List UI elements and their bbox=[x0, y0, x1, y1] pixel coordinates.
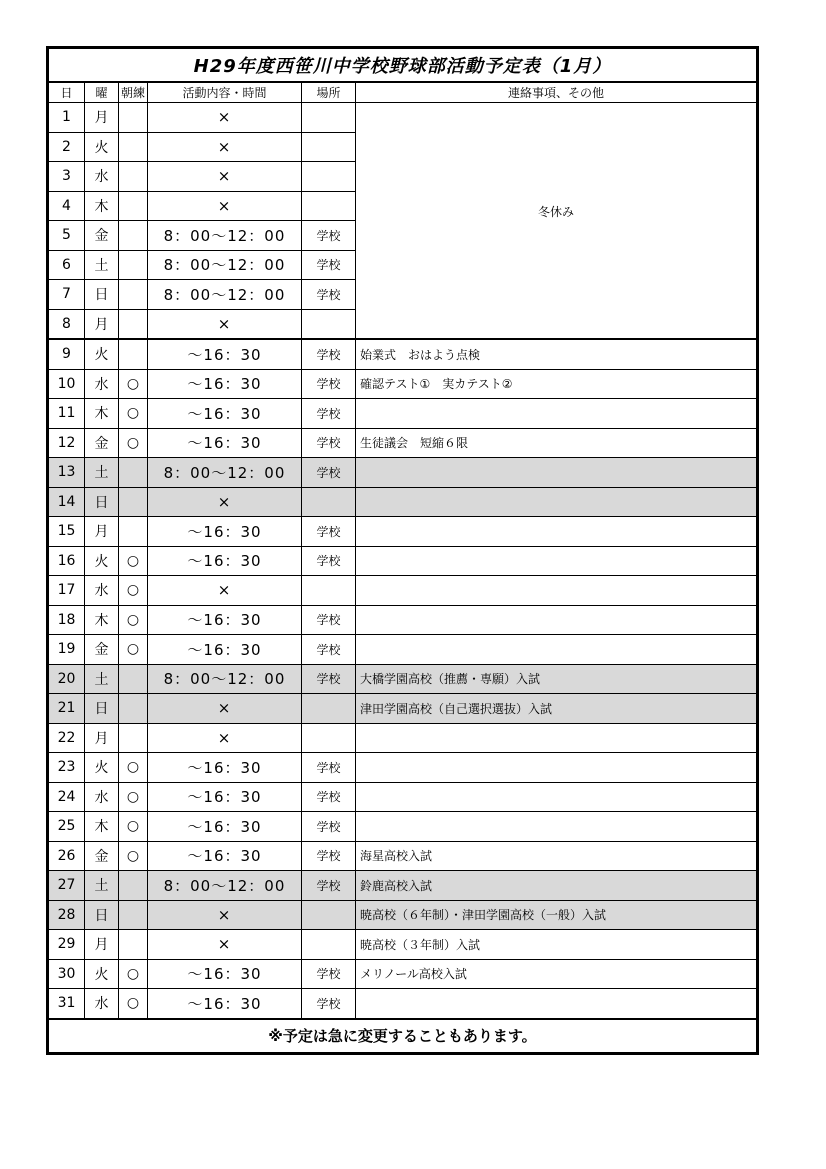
table-row bbox=[49, 399, 757, 429]
page-title: H29年度西笹川中学校野球部活動予定表（1月） bbox=[49, 49, 757, 83]
morning-practice-cell: ○ bbox=[119, 812, 148, 842]
note-cell bbox=[356, 605, 757, 635]
header-morning-practice: 朝練 bbox=[119, 82, 148, 103]
activity-time-cell: 〜16：30 bbox=[148, 841, 302, 871]
note-cell bbox=[356, 487, 757, 517]
table-row bbox=[49, 546, 757, 576]
place-cell bbox=[302, 900, 356, 930]
activity-time-cell: 8：00〜12：00 bbox=[148, 221, 302, 251]
day-cell: 2 bbox=[49, 132, 85, 162]
place-cell bbox=[302, 309, 356, 339]
weekday-cell: 月 bbox=[85, 930, 119, 960]
morning-practice-cell bbox=[119, 339, 148, 369]
weekday-cell: 土 bbox=[85, 458, 119, 488]
morning-practice-cell bbox=[119, 458, 148, 488]
morning-practice-cell bbox=[119, 900, 148, 930]
morning-practice-cell: ○ bbox=[119, 369, 148, 399]
weekday-cell: 水 bbox=[85, 576, 119, 606]
day-cell: 14 bbox=[49, 487, 85, 517]
morning-practice-cell: ○ bbox=[119, 841, 148, 871]
morning-practice-cell bbox=[119, 871, 148, 901]
day-cell: 30 bbox=[49, 959, 85, 989]
activity-time-cell: 8：00〜12：00 bbox=[148, 871, 302, 901]
footer-note: ※予定は急に変更することもあります。 bbox=[49, 1019, 757, 1053]
table-row bbox=[49, 900, 757, 930]
activity-time-cell: 8：00〜12：00 bbox=[148, 664, 302, 694]
table-row bbox=[49, 841, 757, 871]
header-day: 日 bbox=[49, 82, 85, 103]
morning-practice-cell bbox=[119, 723, 148, 753]
note-cell: 始業式 おはよう点検 bbox=[356, 339, 757, 369]
day-cell: 22 bbox=[49, 723, 85, 753]
activity-time-cell: 8：00〜12：00 bbox=[148, 458, 302, 488]
day-cell: 1 bbox=[49, 103, 85, 133]
activity-time-cell: 8：00〜12：00 bbox=[148, 280, 302, 310]
note-cell: 鈴鹿高校入試 bbox=[356, 871, 757, 901]
place-cell: 学校 bbox=[302, 280, 356, 310]
weekday-cell: 月 bbox=[85, 309, 119, 339]
note-cell: 暁高校（３年制）入試 bbox=[356, 930, 757, 960]
header-activity: 活動内容・時間 bbox=[148, 82, 302, 103]
place-cell bbox=[302, 191, 356, 221]
activity-time-cell: × bbox=[148, 191, 302, 221]
day-cell: 12 bbox=[49, 428, 85, 458]
table-row bbox=[49, 103, 757, 133]
weekday-cell: 火 bbox=[85, 753, 119, 783]
day-cell: 15 bbox=[49, 517, 85, 547]
table-row bbox=[49, 605, 757, 635]
weekday-cell: 月 bbox=[85, 103, 119, 133]
day-cell: 29 bbox=[49, 930, 85, 960]
weekday-cell: 土 bbox=[85, 664, 119, 694]
weekday-cell: 火 bbox=[85, 959, 119, 989]
place-cell: 学校 bbox=[302, 959, 356, 989]
place-cell: 学校 bbox=[302, 605, 356, 635]
morning-practice-cell bbox=[119, 191, 148, 221]
weekday-cell: 日 bbox=[85, 694, 119, 724]
activity-time-cell: × bbox=[148, 900, 302, 930]
morning-practice-cell: ○ bbox=[119, 399, 148, 429]
day-cell: 24 bbox=[49, 782, 85, 812]
place-cell: 学校 bbox=[302, 339, 356, 369]
morning-practice-cell: ○ bbox=[119, 605, 148, 635]
weekday-cell: 木 bbox=[85, 812, 119, 842]
morning-practice-cell bbox=[119, 309, 148, 339]
activity-time-cell: × bbox=[148, 103, 302, 133]
place-cell: 学校 bbox=[302, 250, 356, 280]
note-cell bbox=[356, 989, 757, 1019]
place-cell bbox=[302, 723, 356, 753]
note-cell: 生徒議会 短縮６限 bbox=[356, 428, 757, 458]
activity-time-cell: 〜16：30 bbox=[148, 605, 302, 635]
day-cell: 25 bbox=[49, 812, 85, 842]
table-row bbox=[49, 782, 757, 812]
activity-time-cell: × bbox=[148, 132, 302, 162]
table-row bbox=[49, 664, 757, 694]
weekday-cell: 土 bbox=[85, 250, 119, 280]
day-cell: 17 bbox=[49, 576, 85, 606]
weekday-cell: 水 bbox=[85, 989, 119, 1019]
table-row bbox=[49, 959, 757, 989]
weekday-cell: 木 bbox=[85, 605, 119, 635]
day-cell: 28 bbox=[49, 900, 85, 930]
activity-time-cell: × bbox=[148, 309, 302, 339]
activity-time-cell: 〜16：30 bbox=[148, 959, 302, 989]
place-cell: 学校 bbox=[302, 517, 356, 547]
morning-practice-cell bbox=[119, 517, 148, 547]
morning-practice-cell: ○ bbox=[119, 428, 148, 458]
day-cell: 20 bbox=[49, 664, 85, 694]
note-cell: 海星高校入試 bbox=[356, 841, 757, 871]
table-row bbox=[49, 487, 757, 517]
place-cell: 学校 bbox=[302, 635, 356, 665]
activity-time-cell: × bbox=[148, 723, 302, 753]
morning-practice-cell: ○ bbox=[119, 635, 148, 665]
morning-practice-cell: ○ bbox=[119, 959, 148, 989]
place-cell bbox=[302, 694, 356, 724]
activity-time-cell: × bbox=[148, 162, 302, 192]
day-cell: 26 bbox=[49, 841, 85, 871]
morning-practice-cell bbox=[119, 250, 148, 280]
note-cell bbox=[356, 812, 757, 842]
place-cell bbox=[302, 576, 356, 606]
activity-time-cell: × bbox=[148, 576, 302, 606]
morning-practice-cell bbox=[119, 280, 148, 310]
place-cell: 学校 bbox=[302, 399, 356, 429]
morning-practice-cell bbox=[119, 103, 148, 133]
activity-time-cell: 〜16：30 bbox=[148, 369, 302, 399]
activity-time-cell: 〜16：30 bbox=[148, 546, 302, 576]
table-row bbox=[49, 723, 757, 753]
schedule-table bbox=[48, 48, 757, 1053]
note-cell: 確認テスト① 実カテスト② bbox=[356, 369, 757, 399]
table-row bbox=[49, 428, 757, 458]
day-cell: 11 bbox=[49, 399, 85, 429]
note-cell bbox=[356, 517, 757, 547]
note-cell: 暁高校（６年制）・津田学園高校（一般）入試 bbox=[356, 900, 757, 930]
day-cell: 5 bbox=[49, 221, 85, 251]
morning-practice-cell: ○ bbox=[119, 989, 148, 1019]
weekday-cell: 月 bbox=[85, 517, 119, 547]
activity-time-cell: 〜16：30 bbox=[148, 339, 302, 369]
day-cell: 4 bbox=[49, 191, 85, 221]
place-cell: 学校 bbox=[302, 871, 356, 901]
day-cell: 8 bbox=[49, 309, 85, 339]
table-row bbox=[49, 694, 757, 724]
weekday-cell: 火 bbox=[85, 546, 119, 576]
place-cell: 学校 bbox=[302, 458, 356, 488]
note-cell: 津田学園高校（自己選択選抜）入試 bbox=[356, 694, 757, 724]
morning-practice-cell bbox=[119, 664, 148, 694]
morning-practice-cell bbox=[119, 162, 148, 192]
activity-time-cell: 〜16：30 bbox=[148, 812, 302, 842]
activity-time-cell: × bbox=[148, 694, 302, 724]
weekday-cell: 日 bbox=[85, 487, 119, 517]
day-cell: 7 bbox=[49, 280, 85, 310]
table-row bbox=[49, 989, 757, 1019]
day-cell: 19 bbox=[49, 635, 85, 665]
activity-time-cell: 〜16：30 bbox=[148, 635, 302, 665]
day-cell: 6 bbox=[49, 250, 85, 280]
place-cell: 学校 bbox=[302, 546, 356, 576]
activity-time-cell: × bbox=[148, 487, 302, 517]
note-cell bbox=[356, 782, 757, 812]
activity-time-cell: 〜16：30 bbox=[148, 989, 302, 1019]
day-cell: 23 bbox=[49, 753, 85, 783]
weekday-cell: 木 bbox=[85, 399, 119, 429]
morning-practice-cell bbox=[119, 930, 148, 960]
weekday-cell: 金 bbox=[85, 428, 119, 458]
weekday-cell: 月 bbox=[85, 723, 119, 753]
winter-break-note: 冬休み bbox=[356, 103, 757, 340]
header-weekday: 曜 bbox=[85, 82, 119, 103]
note-cell bbox=[356, 399, 757, 429]
activity-time-cell: 〜16：30 bbox=[148, 399, 302, 429]
place-cell: 学校 bbox=[302, 753, 356, 783]
table-row bbox=[49, 576, 757, 606]
note-cell bbox=[356, 753, 757, 783]
schedule-sheet bbox=[46, 46, 759, 1055]
place-cell: 学校 bbox=[302, 812, 356, 842]
table-row bbox=[49, 369, 757, 399]
morning-practice-cell bbox=[119, 221, 148, 251]
header-notes: 連絡事項、その他 bbox=[356, 82, 757, 103]
day-cell: 21 bbox=[49, 694, 85, 724]
note-cell: 大橋学園高校（推薦・専願）入試 bbox=[356, 664, 757, 694]
table-row bbox=[49, 753, 757, 783]
morning-practice-cell bbox=[119, 487, 148, 517]
weekday-cell: 金 bbox=[85, 221, 119, 251]
note-cell bbox=[356, 635, 757, 665]
morning-practice-cell: ○ bbox=[119, 782, 148, 812]
activity-time-cell: 〜16：30 bbox=[148, 517, 302, 547]
day-cell: 3 bbox=[49, 162, 85, 192]
morning-practice-cell: ○ bbox=[119, 546, 148, 576]
day-cell: 31 bbox=[49, 989, 85, 1019]
place-cell: 学校 bbox=[302, 369, 356, 399]
note-cell bbox=[356, 576, 757, 606]
table-row bbox=[49, 517, 757, 547]
weekday-cell: 水 bbox=[85, 162, 119, 192]
weekday-cell: 日 bbox=[85, 900, 119, 930]
place-cell: 学校 bbox=[302, 664, 356, 694]
morning-practice-cell: ○ bbox=[119, 753, 148, 783]
note-cell bbox=[356, 546, 757, 576]
day-cell: 18 bbox=[49, 605, 85, 635]
place-cell: 学校 bbox=[302, 989, 356, 1019]
note-cell: メリノール高校入試 bbox=[356, 959, 757, 989]
table-row bbox=[49, 635, 757, 665]
note-cell bbox=[356, 723, 757, 753]
weekday-cell: 金 bbox=[85, 635, 119, 665]
activity-time-cell: 8：00〜12：00 bbox=[148, 250, 302, 280]
table-row bbox=[49, 871, 757, 901]
activity-time-cell: 〜16：30 bbox=[148, 782, 302, 812]
weekday-cell: 水 bbox=[85, 782, 119, 812]
header-place: 場所 bbox=[302, 82, 356, 103]
day-cell: 13 bbox=[49, 458, 85, 488]
weekday-cell: 水 bbox=[85, 369, 119, 399]
weekday-cell: 土 bbox=[85, 871, 119, 901]
place-cell bbox=[302, 487, 356, 517]
day-cell: 10 bbox=[49, 369, 85, 399]
place-cell bbox=[302, 930, 356, 960]
activity-time-cell: 〜16：30 bbox=[148, 428, 302, 458]
weekday-cell: 木 bbox=[85, 191, 119, 221]
day-cell: 9 bbox=[49, 339, 85, 369]
weekday-cell: 火 bbox=[85, 339, 119, 369]
weekday-cell: 火 bbox=[85, 132, 119, 162]
table-row bbox=[49, 930, 757, 960]
place-cell: 学校 bbox=[302, 782, 356, 812]
schedule-rows bbox=[49, 103, 757, 1019]
place-cell: 学校 bbox=[302, 428, 356, 458]
day-cell: 27 bbox=[49, 871, 85, 901]
place-cell bbox=[302, 132, 356, 162]
place-cell bbox=[302, 162, 356, 192]
morning-practice-cell bbox=[119, 694, 148, 724]
morning-practice-cell bbox=[119, 132, 148, 162]
weekday-cell: 日 bbox=[85, 280, 119, 310]
activity-time-cell: × bbox=[148, 930, 302, 960]
table-row bbox=[49, 458, 757, 488]
morning-practice-cell: ○ bbox=[119, 576, 148, 606]
place-cell bbox=[302, 103, 356, 133]
table-row bbox=[49, 812, 757, 842]
note-cell bbox=[356, 458, 757, 488]
activity-time-cell: 〜16：30 bbox=[148, 753, 302, 783]
weekday-cell: 金 bbox=[85, 841, 119, 871]
table-row bbox=[49, 339, 757, 369]
place-cell: 学校 bbox=[302, 221, 356, 251]
day-cell: 16 bbox=[49, 546, 85, 576]
place-cell: 学校 bbox=[302, 841, 356, 871]
